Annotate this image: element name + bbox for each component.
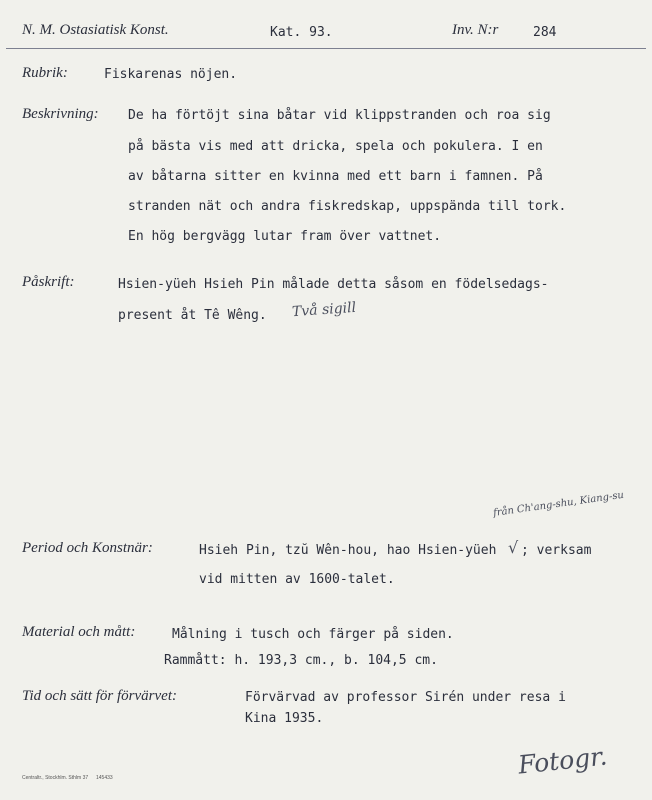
handwritten-fotogr-note: Fotogr. xyxy=(516,741,609,780)
beskrivning-label: Beskrivning: xyxy=(22,106,99,122)
material-label: Material och mått: xyxy=(22,624,136,640)
period-line-tail: ; verksam xyxy=(521,543,592,558)
header-divider xyxy=(6,48,646,49)
rubrik-value: Fiskarenas nöjen. xyxy=(104,67,238,82)
inv-label: Inv. N:r xyxy=(452,22,499,38)
handwritten-sigill-note: Två sigill xyxy=(291,299,357,321)
tid-line: Kina 1935. xyxy=(245,711,324,726)
rubrik-label: Rubrik: xyxy=(22,65,68,81)
beskrivning-line: på bästa vis med att dricka, spela och pokulera. I en xyxy=(128,139,543,154)
kat-number: Kat. 93. xyxy=(270,25,333,40)
material-line: Rammått: h. 193,3 cm., b. 104,5 cm. xyxy=(164,653,438,668)
period-line: Hsieh Pin, tzŭ Wên-hou, hao Hsien-yüeh xyxy=(199,543,497,558)
beskrivning-line: En hög bergvägg lutar fram över vattnet. xyxy=(128,229,442,244)
tid-label: Tid och sätt för förvärvet: xyxy=(22,688,177,704)
museum-name: N. M. Ostasiatisk Konst. xyxy=(22,22,169,38)
printer-imprint: Centraltr., Stockhlm. Sthlm 37 xyxy=(22,775,89,781)
paskrift-line: Hsien-yüeh Hsieh Pin målade detta såsom en födelsedags- xyxy=(118,277,549,292)
handwritten-insert-note: från Ch'ang-shu, Kiang-su xyxy=(492,489,625,519)
paskrift-label: Påskrift: xyxy=(22,274,75,290)
material-line: Målning i tusch och färger på siden. xyxy=(172,627,454,642)
period-line: vid mitten av 1600-talet. xyxy=(199,572,395,587)
tid-line: Förvärvad av professor Sirén under resa i xyxy=(245,690,566,705)
period-label: Period och Konstnär: xyxy=(22,540,153,556)
beskrivning-line: av båtarna sitter en kvinna med ett barn i famnen. På xyxy=(128,169,543,184)
printer-number: 145433 xyxy=(96,775,113,781)
beskrivning-line: De ha förtöjt sina båtar vid klippstranden och roa sig xyxy=(128,108,551,123)
paskrift-line: present åt Tê Wêng. xyxy=(118,308,267,323)
inv-number: 284 xyxy=(533,25,557,40)
beskrivning-line: stranden nät och andra fiskredskap, uppspända till tork. xyxy=(128,199,567,214)
insert-caret-mark: √ xyxy=(508,538,519,557)
